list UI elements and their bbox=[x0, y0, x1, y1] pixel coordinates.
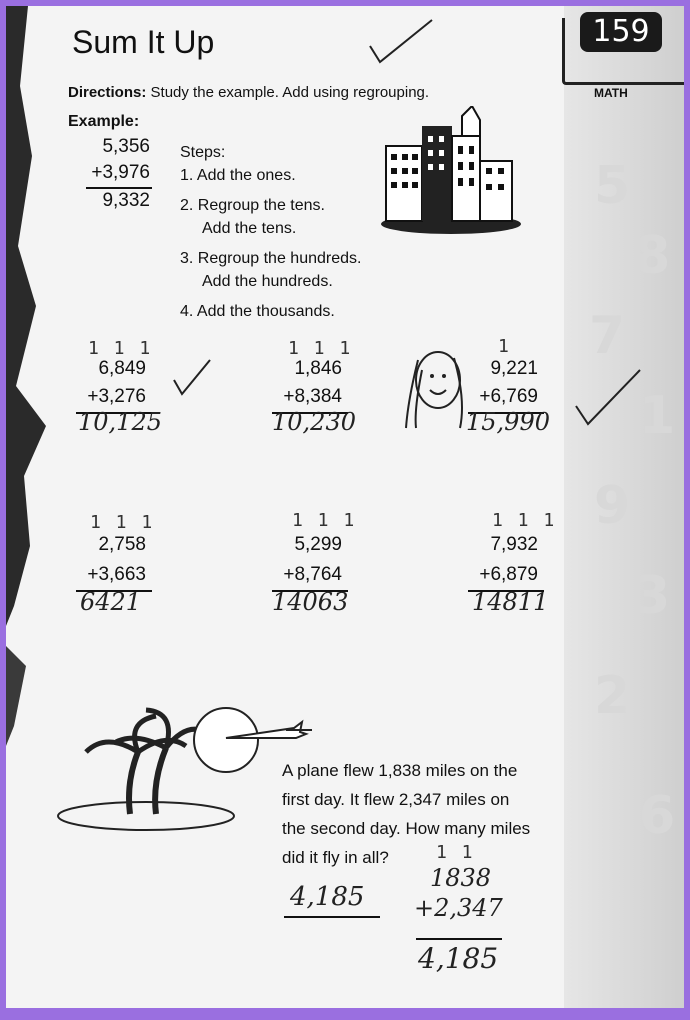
worksheet-page bbox=[6, 6, 684, 1008]
example-sum-line bbox=[86, 187, 152, 189]
page-number-badge: 159 bbox=[580, 12, 662, 52]
work-top: 1838 bbox=[430, 864, 492, 892]
carry-marks: 1 1 bbox=[436, 842, 475, 863]
handwritten-answer: 14063 bbox=[272, 588, 349, 616]
problem-top: 9,221 bbox=[490, 358, 538, 379]
handwritten-answer: 14811 bbox=[472, 588, 549, 616]
carry-marks: 1 1 1 bbox=[292, 510, 357, 531]
handwritten-answer: 15,990 bbox=[466, 408, 550, 436]
ghost-digit: 6 bbox=[639, 786, 676, 846]
example-top: 5,356 bbox=[102, 136, 150, 157]
work-sum: 4,185 bbox=[418, 942, 499, 975]
directions-text: Study the example. Add using regrouping. bbox=[150, 84, 430, 101]
check-mark-icon bbox=[574, 368, 644, 428]
ghost-digit: 1 bbox=[639, 386, 676, 446]
check-mark-icon bbox=[366, 16, 436, 66]
answer-line bbox=[284, 916, 380, 918]
page-title: Sum It Up bbox=[72, 24, 215, 60]
step-item: Add the tens. bbox=[202, 220, 297, 237]
problem-bottom: +6,879 bbox=[479, 564, 538, 585]
subject-label: MATH bbox=[594, 86, 628, 100]
problem-top: 7,932 bbox=[490, 534, 538, 555]
background-strip bbox=[564, 6, 684, 1008]
work-bottom: +2,347 bbox=[414, 894, 503, 922]
word-problem-answer: 4,185 bbox=[290, 882, 365, 912]
handwritten-answer: 10,125 bbox=[78, 408, 162, 436]
island-plane-icon bbox=[56, 702, 316, 832]
steps-list bbox=[180, 141, 361, 323]
directions-label: Directions: bbox=[68, 84, 147, 101]
directions bbox=[68, 84, 429, 101]
step-item: 1. Add the ones. bbox=[180, 167, 296, 184]
carry-marks: 1 1 1 bbox=[90, 512, 155, 533]
carry-marks: 1 1 1 bbox=[288, 338, 353, 359]
carry-marks: 1 1 1 bbox=[492, 510, 557, 531]
check-mark-icon bbox=[172, 358, 212, 398]
problem-bottom: +6,769 bbox=[479, 386, 538, 407]
example-label: Example: bbox=[68, 113, 140, 130]
step-item: Add the hundreds. bbox=[202, 273, 333, 290]
example-sum: 9,332 bbox=[102, 190, 150, 211]
torn-edge bbox=[6, 6, 66, 1008]
ghost-digit: 9 bbox=[594, 476, 631, 536]
problem-bottom: +8,384 bbox=[283, 386, 342, 407]
carry-marks: 1 bbox=[498, 336, 511, 357]
steps-label: Steps: bbox=[180, 144, 226, 161]
problem-top: 2,758 bbox=[98, 534, 146, 555]
word-problem-line: A plane flew 1,838 miles on the bbox=[282, 761, 518, 780]
word-problem bbox=[282, 756, 582, 872]
carry-marks: 1 1 1 bbox=[88, 338, 153, 359]
problem-bottom: +3,276 bbox=[87, 386, 146, 407]
ghost-digit: 7 bbox=[589, 306, 626, 366]
ghost-digit: 3 bbox=[634, 566, 671, 626]
problem-top: 6,849 bbox=[98, 358, 146, 379]
handwritten-answer: 6421 bbox=[80, 588, 142, 616]
step-item: 2. Regroup the tens. bbox=[180, 197, 325, 214]
problem-bottom: +3,663 bbox=[87, 564, 146, 585]
ghost-digit: 2 bbox=[594, 666, 631, 726]
problem-top: 1,846 bbox=[294, 358, 342, 379]
example-bottom: +3,976 bbox=[91, 162, 150, 183]
ghost-digit: 5 bbox=[594, 156, 631, 216]
step-item: 4. Add the thousands. bbox=[180, 303, 335, 320]
sum-line bbox=[416, 938, 502, 940]
city-buildings-icon bbox=[376, 106, 526, 236]
problem-top: 5,299 bbox=[294, 534, 342, 555]
ghost-digit: 8 bbox=[634, 226, 671, 286]
word-problem-line: the second day. How many miles bbox=[282, 819, 531, 838]
doodle-face-icon bbox=[398, 340, 468, 430]
word-problem-line: did it fly in all? bbox=[282, 848, 389, 867]
step-item: 3. Regroup the hundreds. bbox=[180, 250, 362, 267]
problem-bottom: +8,764 bbox=[283, 564, 342, 585]
handwritten-answer: 10,230 bbox=[272, 408, 356, 436]
word-problem-line: first day. It flew 2,347 miles on bbox=[282, 790, 510, 809]
